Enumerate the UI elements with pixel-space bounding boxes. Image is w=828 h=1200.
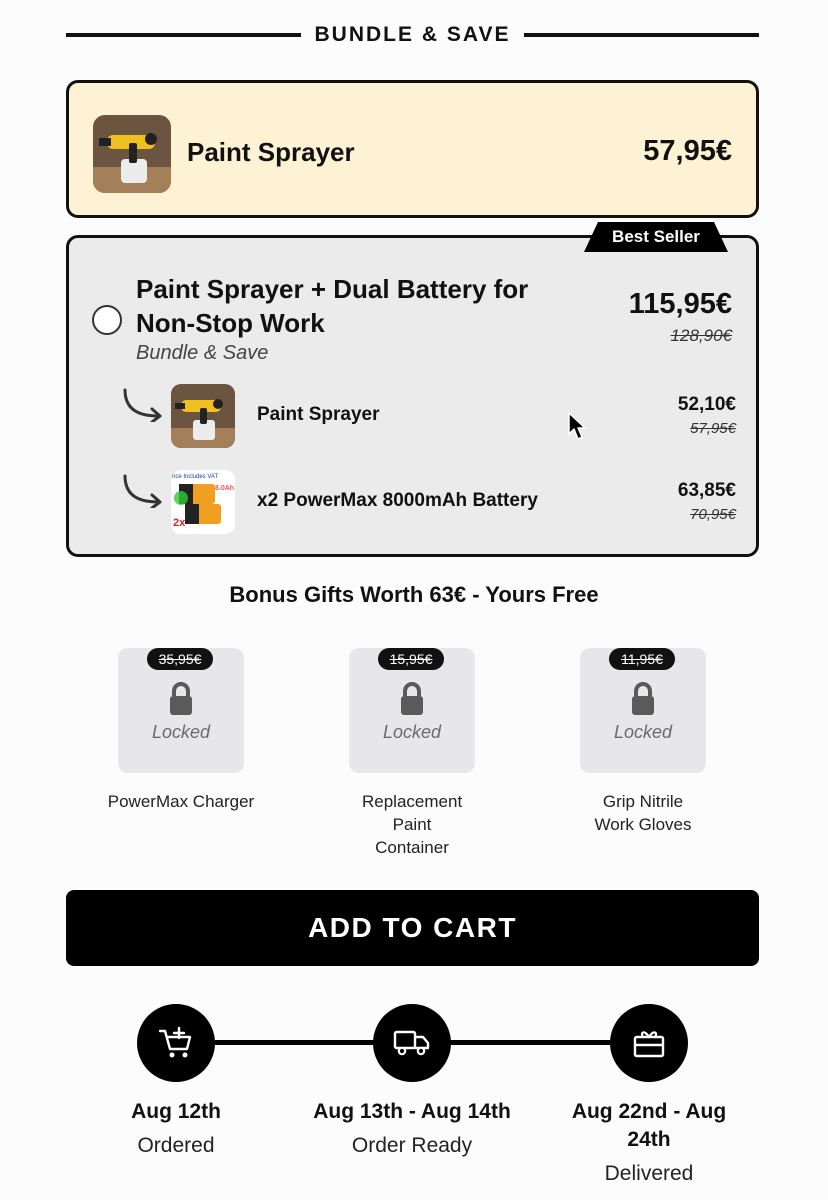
- step-icon-order-ready: [373, 1004, 451, 1082]
- gift-box: [118, 648, 244, 773]
- bundle-item: [121, 384, 736, 450]
- step-icon-delivered: [610, 1004, 688, 1082]
- step-label: Ordered: [137, 1134, 215, 1157]
- curved-arrow-icon: [121, 386, 167, 422]
- lock-icon: [631, 682, 655, 716]
- best-seller-badge: [584, 222, 728, 252]
- gift-price: 11,95€: [609, 648, 675, 670]
- gift-name: Replacement Paint Container: [362, 792, 463, 857]
- gift-price: 15,95€: [378, 648, 444, 670]
- gift-name: PowerMax Charger: [107, 792, 255, 811]
- paint-sprayer-image: [93, 115, 171, 193]
- paint-sprayer-image: [171, 384, 235, 448]
- gift-name: Grip Nitrile Work Gloves: [594, 792, 692, 834]
- bundle-item-original-price: 70,95€: [690, 506, 736, 523]
- step-date: Aug 22nd - Aug 24th: [571, 1100, 727, 1151]
- bundle-name: Paint Sprayer + Dual Battery for Non-Stop Work: [136, 274, 529, 338]
- option-single[interactable]: [66, 80, 759, 218]
- gift-box: [349, 648, 475, 773]
- step-icon-ordered: [137, 1004, 215, 1082]
- step-label: Order Ready: [351, 1134, 473, 1157]
- bundle-item-original-price: 57,95€: [690, 420, 736, 437]
- header-line-right: [524, 33, 759, 37]
- bundle-item-name: x2 PowerMax 8000mAh Battery: [257, 490, 538, 511]
- option-single-price: 57,95€: [643, 135, 732, 167]
- bundle-original-price: 128,90€: [670, 326, 732, 345]
- header-line-left: [66, 33, 301, 37]
- gift-icon: [632, 1027, 666, 1059]
- gift-status: Locked: [151, 722, 211, 742]
- bundle-item-price: 52,10€: [677, 394, 736, 415]
- gift-status: Locked: [613, 722, 673, 742]
- bundle-item-price: 63,85€: [677, 480, 736, 501]
- battery-capacity-text: 8.0Ah: [215, 485, 235, 492]
- gift-card: [543, 640, 743, 870]
- option-bundle[interactable]: [66, 235, 759, 557]
- step-date: Aug 13th - Aug 14th: [313, 1100, 511, 1123]
- cart-plus-icon: [158, 1025, 194, 1061]
- gift-box: [580, 648, 706, 773]
- gift-price: 35,95€: [147, 648, 213, 670]
- section-title: BUNDLE & SAVE: [314, 23, 511, 46]
- gift-status: Locked: [382, 722, 442, 742]
- bundle-price: 115,95€: [628, 288, 732, 320]
- truck-icon: [393, 1028, 431, 1058]
- battery-banner-text: rice Includes VAT: [172, 474, 219, 480]
- bundle-item: [121, 470, 736, 536]
- step-date: Aug 12th: [131, 1100, 221, 1123]
- lock-icon: [169, 682, 193, 716]
- bonus-title: Bonus Gifts Worth 63€ - Yours Free: [229, 582, 599, 607]
- gift-card: [312, 640, 512, 870]
- bundle-radio[interactable]: [92, 305, 122, 335]
- bundle-item-name: Paint Sprayer: [257, 404, 380, 425]
- add-to-cart-button[interactable]: ADD TO CART: [66, 890, 759, 966]
- gift-card: [81, 640, 281, 870]
- curved-arrow-icon: [121, 472, 167, 508]
- best-seller-label: Best Seller: [612, 227, 700, 246]
- mouse-cursor-icon: [568, 412, 588, 442]
- step-label: Delivered: [604, 1162, 694, 1185]
- battery-image: [171, 470, 235, 534]
- section-header: [66, 18, 759, 52]
- bundle-subtitle: Bundle & Save: [136, 342, 269, 364]
- lock-icon: [400, 682, 424, 716]
- battery-qty-text: 2x: [173, 517, 186, 529]
- option-single-name: Paint Sprayer: [187, 137, 355, 167]
